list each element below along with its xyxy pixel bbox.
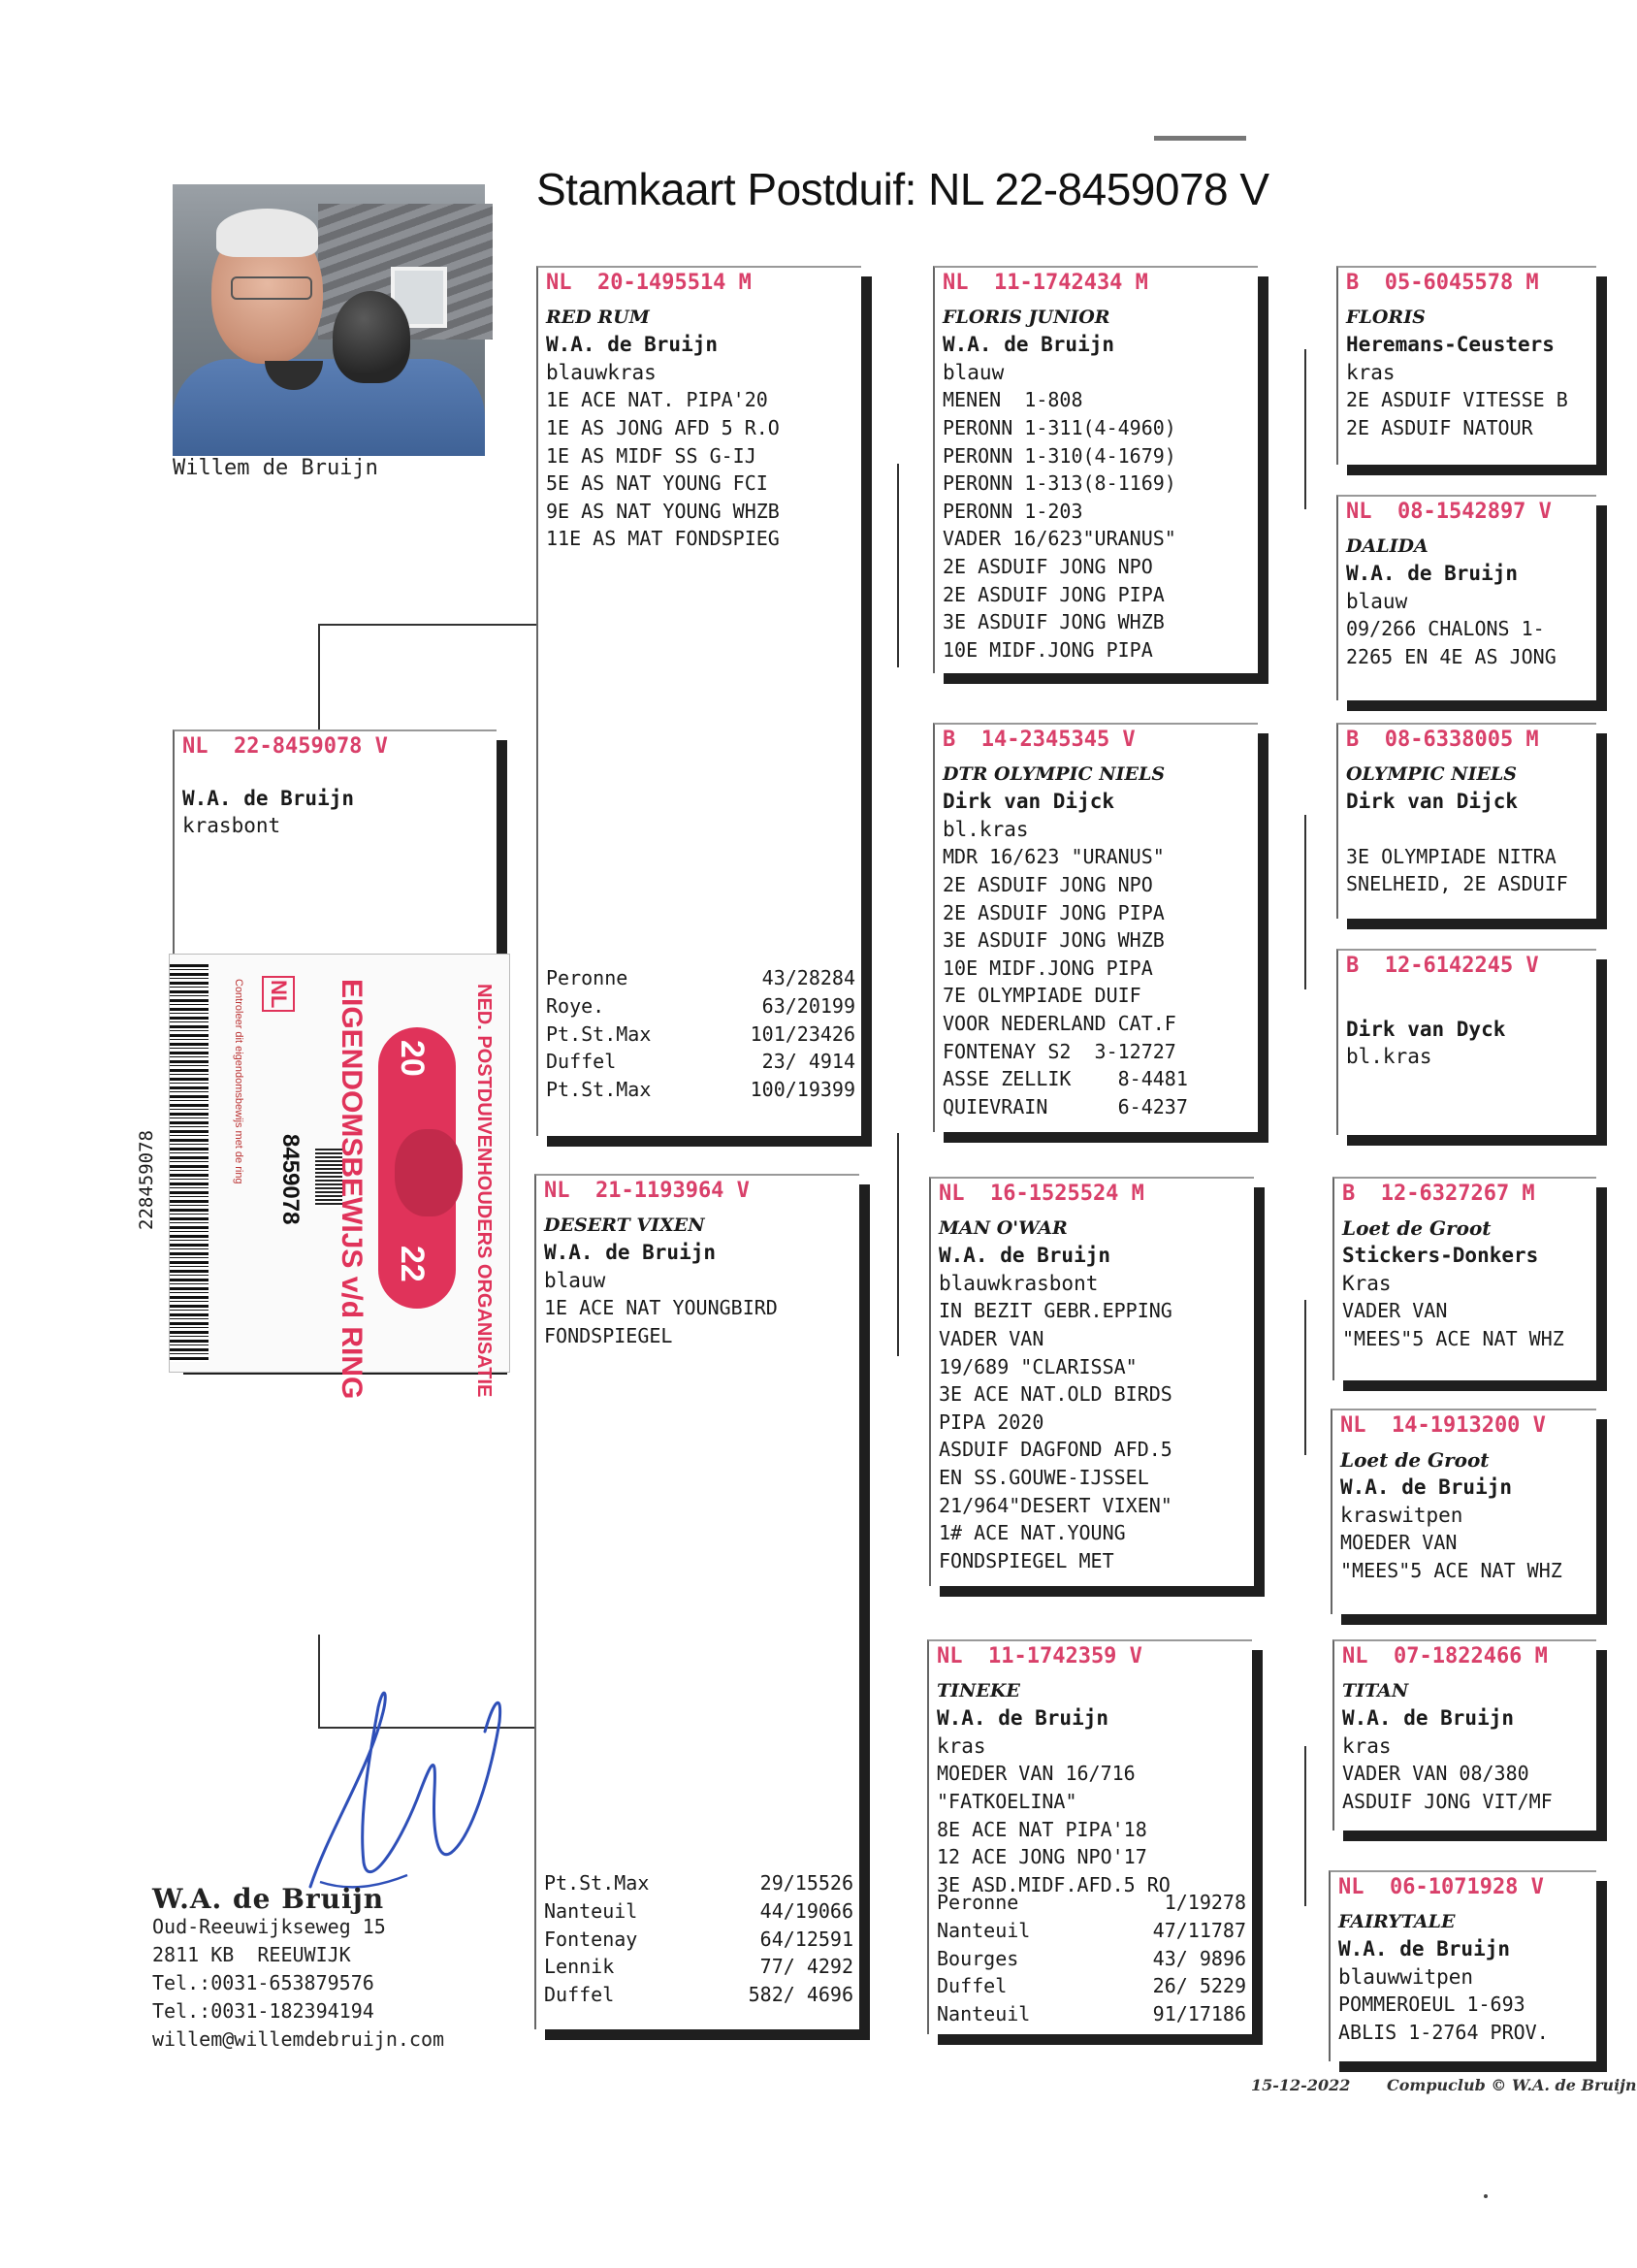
ring-number: NL 06-1071928 V [1338,1875,1544,1899]
result-row: Nanteuil 47/11787 [937,1918,1246,1942]
result-row: Duffel 26/ 5229 [937,1974,1246,1998]
great-grandparent-card [1332,1177,1596,1380]
ring-number: NL 08-1542897 V [1346,500,1552,524]
connector-line [1304,815,1306,989]
achievement-line: ASDUIF JONG VIT/MF [1342,1789,1553,1813]
owner: Stickers-Donkers [1342,1244,1539,1268]
pigeon-name: FLORIS JUNIOR [943,306,1110,328]
achievement-line: ABLIS 1-2764 PROV. [1338,2020,1549,2044]
achievement-line: 11E AS MAT FONDSPIEG [546,527,780,551]
ring-number: NL 07-1822466 M [1342,1644,1548,1669]
ring-number: NL 11-1742434 M [943,271,1148,295]
title-mark [1154,136,1246,141]
pigeon-name: FAIRYTALE [1338,1910,1456,1932]
achievement-line: 5E AS NAT YOUNG FCI [546,471,768,496]
owner: W.A. de Bruijn [182,786,355,810]
contact-postal: 2811 KB REEUWIJK [152,1943,351,1966]
ring-organisation: NED. POSTDUIVENHOUDERS ORGANISATIE [473,984,495,1398]
achievement-line: MOEDER VAN [1340,1531,1458,1555]
ring-year: 20 [394,1040,431,1077]
pigeon-name: TITAN [1342,1679,1409,1701]
achievement-line: PIPA 2020 [939,1409,1044,1434]
lion-emblem-icon [395,1129,463,1216]
ring-number: NL 11-1742359 V [937,1644,1142,1669]
dam-card [534,1174,859,2029]
achievement-line: 10E MIDF.JONG PIPA [943,956,1153,980]
achievement-line: "FATKOELINA" [937,1789,1077,1813]
achievement-line: ASDUIF DAGFOND AFD.5 [939,1438,1172,1462]
result-row: Bourges 43/ 9896 [937,1946,1246,1970]
color: blauw [544,1268,606,1292]
color: blauw [943,360,1005,384]
connector-line [1304,349,1306,509]
achievement-line: VADER VAN 08/380 [1342,1762,1529,1786]
result-row: Pt.St.Max 29/15526 [544,1871,853,1895]
software-credit: Compuclub © W.A. de Bruijn [1387,2076,1637,2094]
color: Kras [1342,1271,1392,1295]
achievement-line: "MEES"5 ACE NAT WHZ [1342,1326,1564,1350]
owner: Heremans-Ceusters [1346,333,1555,357]
pigeon-name: MAN O'WAR [939,1216,1068,1239]
owner: Dirk van Dyck [1346,1017,1506,1041]
owner: W.A. de Bruijn [937,1706,1109,1731]
connector-line [1304,1300,1306,1455]
grandsire-paternal-card [933,266,1258,673]
ring-number: B 12-6327267 M [1342,1182,1535,1206]
achievement-line: EN SS.GOUWE-IJSSEL [939,1465,1149,1489]
great-grandparent-card [1329,1870,1596,2061]
great-grandparent-card [1336,723,1596,919]
pigeon-name: DTR OLYMPIC NIELS [943,762,1166,785]
pigeon-name: OLYMPIC NIELS [1346,762,1518,785]
ring-fine-print: Controleer dit eigendomsbewijs met de ring [233,979,244,1184]
result-row: Peronne 43/28284 [546,966,855,989]
achievement-line: VOOR NEDERLAND CAT.F [943,1011,1176,1035]
color: bl.kras [1346,1045,1432,1069]
result-row: Peronne 1/19278 [937,1891,1246,1914]
owner: W.A. de Bruijn [546,333,719,357]
ring-card-title: EIGENDOMSBEWIJS v/d RING [336,979,368,1400]
ring-number: NL 22-8459078 V [182,734,388,759]
great-grandparent-card [1336,266,1596,465]
color: kras [937,1733,986,1758]
achievement-line: PERONN 1-310(4-1679) [943,443,1176,468]
sire-card [536,266,861,1136]
owner: W.A. de Bruijn [1338,1937,1511,1961]
result-row: Duffel 582/ 4696 [544,1983,853,2007]
achievement-line: PERONN 1-203 [943,499,1083,523]
pigeon-name: DALIDA [1346,535,1428,557]
achievement-line: 9E AS NAT YOUNG WHZB [546,499,780,523]
achievement-line: 3E ASDUIF JONG WHZB [943,928,1165,953]
results-list [937,1889,1268,2028]
achievement-line: IN BEZIT GEBR.EPPING [939,1299,1172,1323]
achievement-line: 1E ACE NAT. PIPA'20 [546,388,768,412]
photo-caption: Willem de Bruijn [173,456,378,480]
results-list [544,1869,867,2009]
achievement-line: PERONN 1-311(4-4960) [943,415,1176,439]
owner: W.A. de Bruijn [1342,1706,1515,1731]
achievement-line: 2E ASDUIF JONG NPO [943,554,1153,578]
print-date: 15-12-2022 [1251,2076,1351,2094]
pigeon-name: DESERT VIXEN [544,1214,705,1236]
color: bl.kras [943,817,1029,841]
achievement-line: VADER VAN [1342,1299,1448,1323]
achievement-line: PERONN 1-313(8-1169) [943,471,1176,496]
pigeon-name: RED RUM [546,306,650,328]
ring-card-number: 8459078 [277,1134,304,1225]
contact-email: willem@willemdebruijn.com [152,2027,445,2051]
owner: Dirk van Dijck [1346,790,1519,814]
contact-block [152,1885,444,2054]
great-grandparent-card [1336,495,1596,700]
connector-line [1304,1746,1306,1906]
ring-number: B 12-6142245 V [1346,954,1539,978]
signature [291,1654,543,1906]
granddam-paternal-card [933,723,1258,1132]
owner: Dirk van Dijck [943,790,1115,814]
result-row: Fontenay 64/12591 [544,1927,853,1951]
achievement-line: 3E ASDUIF JONG WHZB [943,610,1165,634]
connector-line [318,624,536,626]
ring-number: NL 14-1913200 V [1340,1413,1546,1438]
achievement-line: 21/964"DESERT VIXEN" [939,1493,1172,1517]
achievement-line: 8E ACE NAT PIPA'18 [937,1817,1147,1841]
achievement-line: POMMEROEUL 1-693 [1338,1993,1525,2017]
color: blauwwitpen [1338,1964,1474,1989]
achievement-line: FONDSPIEGEL MET [939,1548,1114,1572]
pigeon-name: FLORIS [1346,306,1426,328]
result-row: Pt.St.Max 101/23426 [546,1021,855,1046]
achievement-line: FONDSPIEGEL [544,1323,673,1347]
result-row: Duffel 23/ 4914 [546,1050,855,1074]
achievement-line: 2E ASDUIF NATOUR [1346,415,1533,439]
achievement-line: 3E ASD.MIDF.AFD.5 RO [937,1872,1171,1896]
achievement-line: ASSE ZELLIK 8-4481 [943,1067,1188,1091]
owner: W.A. de Bruijn [943,333,1115,357]
achievement-line: VADER VAN [939,1326,1044,1350]
contact-address: Oud-Reeuwijkseweg 15 [152,1915,386,1938]
color: blauw [1346,589,1408,613]
owner: W.A. de Bruijn [939,1244,1111,1268]
scan-speck [1484,2194,1488,2198]
result-row: Nanteuil 44/19066 [544,1898,853,1923]
pigeon-name: TINEKE [937,1679,1020,1701]
color: blauwkras [546,360,657,384]
achievement-line: 1E AS MIDF SS G-IJ [546,443,756,468]
color: kras [1342,1733,1392,1758]
achievement-line: 2265 EN 4E AS JONG [1346,644,1557,668]
contact-name: W.A. de Bruijn [152,1883,385,1915]
result-row: Roye. 63/20199 [546,993,855,1018]
achievement-line: VADER 16/623"URANUS" [943,527,1176,551]
achievement-line: 2E ASDUIF JONG PIPA [943,582,1165,606]
ring-number: NL 20-1495514 M [546,271,752,295]
color: kras [1346,360,1396,384]
owner-photo [173,184,485,444]
achievement-line: 1# ACE NAT.YOUNG [939,1521,1126,1545]
achievement-line: 10E MIDF.JONG PIPA [943,637,1153,662]
connector-line [897,1133,899,1356]
achievement-line: QUIEVRAIN 6-4237 [943,1094,1188,1118]
achievement-line: MOEDER VAN 16/716 [937,1762,1136,1786]
ring-number: NL 21-1193964 V [544,1179,750,1203]
great-grandparent-card [1331,1409,1596,1614]
connector-line [318,624,320,732]
color: blauwkrasbont [939,1271,1099,1295]
ring-ownership-card [169,954,510,1400]
ring-number: NL 16-1525524 M [939,1182,1144,1206]
granddam-maternal-card [927,1639,1252,2034]
contact-phone: Tel.:0031-653879576 [152,1971,374,1994]
ring-number: B 14-2345345 V [943,728,1136,752]
results-list [546,964,869,1104]
achievement-line: "MEES"5 ACE NAT WHZ [1340,1558,1562,1582]
grandsire-maternal-card [929,1177,1254,1586]
ring-number: B 08-6338005 M [1346,728,1539,752]
result-row: Nanteuil 91/17186 [937,2002,1246,2026]
owner: W.A. de Bruijn [1346,562,1519,586]
achievement-line: 2E ASDUIF JONG NPO [943,872,1153,896]
connector-line [897,464,899,667]
result-row: Pt.St.Max 100/19399 [546,1078,855,1102]
pigeon-name: Loet de Groot [1342,1215,1492,1240]
result-row: Lennik 77/ 4292 [544,1955,853,1979]
achievement-line: MENEN 1-808 [943,388,1083,412]
ring-number: B 05-6045578 M [1346,271,1539,295]
pigeon-name: Loet de Groot [1340,1447,1490,1472]
owner: W.A. de Bruijn [544,1241,717,1265]
achievement-line: 3E ACE NAT.OLD BIRDS [939,1382,1172,1407]
great-grandparent-card [1332,1639,1596,1831]
color: kraswitpen [1340,1503,1463,1527]
owner: W.A. de Bruijn [1340,1475,1513,1500]
achievement-line: 12 ACE JONG NPO'17 [937,1845,1147,1869]
color [1346,816,1596,843]
achievement-line: 1E AS JONG AFD 5 R.O [546,415,780,439]
achievement-line: 2E ASDUIF VITESSE B [1346,388,1568,412]
page-title: Stamkaart Postduif: NL 22-8459078 V [536,164,1269,214]
achievement-line: MDR 16/623 "URANUS" [943,845,1165,869]
barcode [170,964,209,1362]
achievement-line: FONTENAY S2 3-12727 [943,1039,1176,1063]
achievement-line: 7E OLYMPIADE DUIF [943,984,1141,1008]
ring-country: NL [262,976,295,1012]
color: krasbont [182,814,281,838]
achievement-line: 19/689 "CLARISSA" [939,1354,1138,1378]
achievement-line: 3E OLYMPIADE NITRA [1346,844,1557,868]
barcode-number: 228459078 [136,1130,157,1230]
achievement-line: 09/266 CHALONS 1- [1346,617,1545,641]
achievement-line: 1E ACE NAT YOUNGBIRD [544,1296,778,1320]
achievement-line: SNELHEID, 2E ASDUIF [1346,872,1568,896]
great-grandparent-card [1336,949,1596,1135]
contact-phone: Tel.:0031-182394194 [152,1999,374,2023]
ring-year: 22 [394,1246,431,1282]
achievement-line: 2E ASDUIF JONG PIPA [943,900,1165,924]
